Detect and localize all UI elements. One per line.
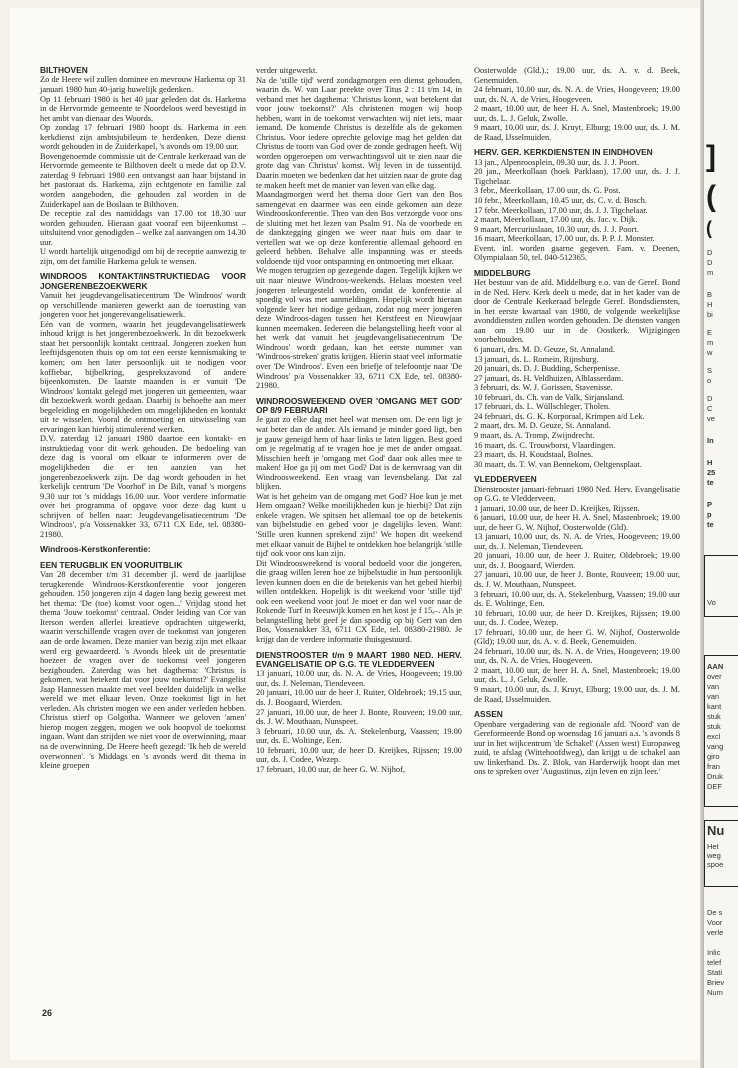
next-page-fragment: Stati — [707, 968, 723, 977]
paragraph: 17 februari, 10.00 uur, de heer G. W. Nijhof, Oosterwolde (Gld); 19.00 uur, ds. A. v. d. Beek, Genemuiden. — [474, 627, 680, 647]
next-page-fragment: weg — [707, 851, 721, 860]
section-heading: WINDROOSWEEKEND OVER 'OMGANG MET GOD' OP 8/9 FEBRUARI — [256, 395, 462, 415]
paragraph: 10 februari, ds. Ch. van de Valk, Sirjansland. — [474, 392, 625, 402]
paragraph: 13 januari, ds. L. Romein, Rijnsburg. — [474, 354, 599, 364]
paragraph: 9 maart, 10.00 uur, ds. J. Kruyt, Elburg; 19.00 uur, ds. J. M. de Raad, IJsselmuiden. — [474, 685, 680, 704]
paragraph: 16 maart, ds. C. Trouwborst, Vlaardingen. — [474, 440, 616, 450]
paragraph: 9 maart, 10.00 uur, ds. J. Kruyt, Elburg; 19.00 uur, ds. J. M. de Raad, IJsselmuiden. — [474, 123, 680, 142]
next-page-fragment: P — [707, 500, 713, 509]
next-page-fragment: DEF — [707, 782, 722, 791]
paragraph: 20 januari, 10.00 uur, de heer J. Ruiter, Oldebroek; 19.00 uur, ds. J. Boogaard, Wierden. — [474, 551, 680, 570]
paragraph: 24 februari, 10.00 uur, ds. N. A. de Vries, Hoogeveen; 19.00 uur, ds. N. A. de Vries, Hoogeveen. — [474, 85, 680, 104]
paragraph: Na de 'stille tijd' werd zondagmorgen een dienst gehouden, waarin ds. W. van Laar preekte over Titus 2 : 11 t/m 14, in verband met het dagthema: 'Christus komt, wat betekent dat voor jouw toekomst?' Als christenen mogen wij hoop hebben, want in de toekomst verwachten wij niet iets, maar iemand. De komende Christus is dezelfde als de gekomen Christus. Voor iedere oprechte gelovige mag het gelden dat Christus de toorn van God over de zonde gedragen heeft. Wij worden opgeroepen om verwachtingsvol uit te zien naar die grote dag van Christus' komst. Wij leven in de tussentijd. Daarin moeten we bedenken dat het uitzien naar de grote dag te maken heeft met de manier van leven van elke dag. — [256, 75, 462, 190]
next-page-fragment: Inlic — [707, 948, 721, 957]
next-page-glyph: ] — [706, 140, 716, 173]
paragraph: 2 maart, 10.00 uur, de heer H. A. Snel, Mastenbroek; 19.00 uur, ds. L. J. Geluk, Zwolle. — [474, 104, 680, 123]
paragraph: De receptie zal des namiddags van 17.00 tot 18.30 uur worden gehouden. Hieraan gaat vooraf een bijeenkomst – uitsluitend voor genodigden – welke zal aanvangen om 14.30 uur. — [40, 209, 246, 247]
next-page-fragment: p — [707, 510, 712, 519]
column-right — [474, 66, 680, 777]
paragraph: 10 februari, 10.00 uur, de heer D. Kreijkes, Rijssen; 19.00 uur, ds. J. Codee, Wezep. — [474, 608, 680, 628]
next-page-fragment: o — [707, 376, 712, 385]
next-page-ad-box — [704, 555, 738, 617]
next-page-fragment: Vo — [707, 598, 716, 607]
next-page-fragment: ve — [707, 414, 715, 423]
next-page-fragment: Druk — [707, 772, 723, 781]
paragraph: 2 maart, 10.00 uur, de heer H. A. Snel, Mastenbroek; 19.00 uur, ds. L. J. Geluk, Zwolle. — [474, 665, 680, 685]
paragraph: 30 maart, ds. T. W. van Bennekom, Oeltgensplaat. — [474, 459, 642, 469]
next-page-glyph: ( — [706, 180, 716, 213]
paragraph: D.V. zaterdag 12 januari 1980 daartoe een kontakt- en instruktiedag voor dit werk gehouden. De bedoeling van deze dag is vooral om elkaar te informeren over de mogelijkheden die er ten aanzien van het jongerenbezoekwerk zijn. De dag wordt gehouden in het kerkelijk centrum 'De Voorhof' in De Bilt, vanaf 's morgens 9.30 uur tot 's middags 16.00 uur. Voor verdere informatie over het programma of opgave voor deze dag kunt u schrijven of bellen naar: Jeugdevangelisatiecentrum 'De Windroos', p/a Vossenakker 33, 6711 CX Ede, tel. 08380-21980. — [40, 434, 246, 539]
next-page-fragment: te — [707, 520, 714, 529]
next-page-fragment: D — [707, 394, 713, 403]
next-page-fragment: B — [707, 290, 713, 299]
paragraph: 3 febr., Meerkollaan, 17.00 uur, ds. G. Post. — [474, 186, 621, 196]
paragraph: 13 jan., Alpenroosplein, 09.30 uur, ds. J. J. Poort. — [474, 157, 640, 167]
next-page-fragment: vang — [707, 742, 724, 751]
paragraph: Openbare vergadering van de regionale afd. 'Noord' van de Gereformeerde Bond op woensdag 16 januari a.s. 's avonds 8 uur in het wijkcentrum 'de Schakel' (Assen west) Europaweg zuid, te afslag (Wittehoofdweg), dan krijgt u de schakel aan uw linkerhand. Ds. Z. Blok, van Harderwijk hoopt dan met ons te spreken over 'Augustinus, zijn leven en zijn leer.' — [474, 719, 680, 777]
next-page-glyph: ( — [706, 218, 712, 238]
paragraph: Oosterwolde (Gld.).; 19.00 uur, ds. A. v. d. Beek, Genemuiden. — [474, 66, 680, 85]
paragraph: U wordt hartelijk uitgenodigd om bij de receptie aanwezig te zijn, om det familie Harkema geluk te wensen. — [40, 247, 246, 266]
next-page-fragment: H — [707, 300, 713, 309]
paragraph: 23 maart, ds. H. Koudstaal, Bolnes. — [474, 450, 594, 460]
next-page-fragment: AAN — [707, 662, 724, 671]
paragraph: 24 februari, ds. G. K. Korporaal, Krimpen a/d Lek. — [474, 411, 645, 421]
paragraph: 3 februari, 10.00 uur, ds. A. Stekelenburg, Vaassen; 19.00 uur ds. E. Woltinge, Een. — [474, 589, 680, 609]
next-page-fragment: Nu — [707, 823, 725, 838]
next-page-fragment: excl — [707, 732, 721, 741]
paragraph: Dit Windroosweekend is vooral bedoeld voor die jongeren, die graag willen leren hoe ze bijbelstudie in hun persoonlijk leven kunnen doen en die de betekenis van het gebed hierbij willen ontdekken. Hopelijk is dit weekend voor 'stille tijd' ook een weekend voor jou! Je moet er dan wel voor naar de Rokende Turf in Reeuwijk komen en het kost je f 15,–. Als je belangstelling hebt geef je dan spoedig op bij Gert van den Bos, Vossenakker 33, 6711 CX Ede, tel. 08380-21980. Je krijgt dan de verdere informatie thuisgestuurd. — [256, 558, 462, 644]
paragraph: Maandagmorgen werd het thema door Gert van den Bos samengevat en daarmee was een einde gekomen aan deze Windrooskonferentie. Theo van den Bos verzorgde voor ons de sluiting met het lezen van Psalm 91. Na de voorbede en de dankzegging gingen we weer naar huis om daar te vertellen wat we op deze konferentie allemaal gehoord en geleerd hebben. Behalve alle inspanning was er steeds voldoende tijd voor ontspanning en ontmoeting met elkaar. — [256, 190, 462, 266]
paragraph: 27 januari, ds. H. Veldhuizen, Alblasserdam. — [474, 373, 624, 383]
paragraph: Bovengenoemde commissie uit de Centrale kerkeraad van de Hervormde gemeente te Bilthoven deelt u mede dat op D.V. zaterdag 9 februari 1980 een ontvangst aan haar bijstand in het pastoraat ds. Harkema, zijn echtgenote en familie zal worden aangeboden, die gehouden zal worden in de Zuiderkapel aan de Boslaan te Bilthoven. — [40, 151, 246, 209]
next-page-fragment: giro — [707, 752, 720, 761]
paragraph: verder uitgewerkt. — [256, 66, 318, 75]
paragraph: 27 januari, 10.00 uur, de heer J. Bonte, Rouveen; 19.00 uur, ds. J. W. Mouthaan, Nunspeet. — [474, 570, 680, 590]
next-page-fragment: van — [707, 682, 720, 691]
paragraph: 6 januari, drs. M. D. Geuze, St. Annaland. — [474, 345, 615, 355]
paragraph: Het bestuur van de afd. Middelburg e.o. van de Geref. Bond in de Ned. Herv. Kerk deelt u mede, dat in het kader van de door de Centrale Kerkeraad belegde Geref. Bondsdiensten, in het eerste kwartaal van 1980, de volgende weekelijkse avonddiensten zullen worden gehouden. De diensten vangen aan om 19.00 uur in de Oostkerk. Wijzigingen voorbehouden. — [474, 278, 680, 345]
next-page-fragment: S — [707, 366, 713, 375]
next-page-fragment: verle — [707, 928, 724, 937]
paragraph: We mogen terugzien op gezegende dagen. Tegelijk kijken we uit naar nieuwe Windroos-weekends. Helaas moesten veel jongeren teleurgesteld worden, omdat de konferentie al spoedig vol was met aanmeldingen. Hopelijk wordt hieraan volgende keer het nodige gedaan, zodat nog meer jongeren deze Windroos-dagen tussen het Kerstfeest en Nieuwjaar kunnen meemaken. Iedereen die belangstelling heeft voor al het werk dat vanuit het jeugdevangelisatiecentrum 'De Windroos' wordt gedaan, kan het eerste nummer van 'Windroos-streken' gratis krijgen. Hierin staat veel informatie over 'De Windroos'. Even een briefje of telefoontje naar 'De Windroos' p/a Vossenakker 33, 6711 CX Ede, tel. 08380-21980. — [256, 266, 462, 391]
next-page-fragment: w — [707, 348, 713, 357]
paragraph: 27 januari, 10.00 uur, de heer J. Bonte, Rouveen; 19.00 uur, ds. J. W. Mouthaan, Nunspeet. — [256, 707, 462, 727]
paragraph: 2 maart, drs. M. D. Geuze, St. Annaland. — [474, 421, 611, 431]
paragraph: 10 februari, 10.00 uur, de heer D. Kreijkes, Rijssen; 19.00 uur, ds. J. Codee, Wezep. — [256, 745, 462, 765]
next-page-fragment: Briev — [707, 978, 725, 987]
paragraph: 10 febr., Meerkollaan, 10.45 uur, ds. C. v. d. Bosch. — [474, 195, 647, 205]
section-heading: HERV. GER. KERKDIENSTEN IN EINDHOVEN — [474, 147, 653, 158]
next-page-fragment: De s — [707, 908, 723, 917]
next-page-fragment: fran — [707, 762, 720, 771]
section-heading: BILTHOVEN — [40, 65, 88, 75]
paragraph: 17 febr. Meerkollaan, 17.00 uur, ds. J. J. Tigchelaar. — [474, 205, 648, 215]
next-page-fragment: Voor — [707, 918, 723, 927]
next-page-strip — [704, 0, 738, 1068]
next-page-fragment: D — [707, 258, 713, 267]
section-heading: Windroos-Kerstkonferentie: — [40, 544, 151, 555]
next-page-fragment: telef — [707, 958, 722, 967]
paragraph: 24 februari, 10.00 uur, ds. N. A. de Vries, Hoogeveen; 19.00 uur, ds. N. A. de Vries, Hoogeveen. — [474, 646, 680, 666]
paragraph: 17 februari, ds. L. Wüllschleger, Tholen. — [474, 402, 611, 412]
next-page-fragment: Het — [707, 842, 719, 851]
paragraph: 9 maart, ds. A. Tromp, Zwijndrecht. — [474, 430, 595, 440]
next-page-fragment: van — [707, 692, 720, 701]
next-page-fragment: spoe — [707, 860, 724, 869]
paragraph: 3 februari, 10.00 uur, ds. A. Stekelenburg, Vaassen; 19.00 uur, ds. E. Woltinge, Een. — [256, 726, 462, 746]
paragraph: Zo de Heere wil zullen dominee en mevrouw Harkema op 31 januari 1980 hun 40-jarig huwelijk gedenken. — [40, 75, 246, 94]
paragraph: 17 februari, 10.00 uur, de heer G. W. Nijhof, — [256, 764, 405, 774]
paragraph: 3 februari, ds. W. J. Gorissen, Stavenisse. — [474, 383, 613, 393]
next-page-fragment: 25 — [707, 468, 716, 477]
paragraph: Van 28 december t/m 31 december jl. werd de jaarlijkse terugkerende Windroos-Kerstkonferentie voor jongeren gehouden. 150 jongeren zijn 4 dagen lang bezig geweest met het thema: 'De (toe) komst voor ogen...' Vrijdag stond het thema 'Jouw toekomst' centraal. Onder leiding van Cor van Iterson werden allerlei kreatieve opdrachten uitgewerkt, waarin verschillende vragen over de toekomst van jongeren aan de orde kwamen. Deze manier van bezig zijn met elkaar werd erg gewaardeerd. 's Avonds bleek uit de presentatie hoezeer de vragen over de toekomst veel jongeren bezighouden. Zaterdag was het dagthema: 'Christus is gekomen, wat betekent dat voor jouw toekomst?' Evangelist Jaap Hannessen maakte met veel beelden duidelijk in welke wereld we met elkaar leven. Onze toekomst ligt in het verleden. Als christen mogen we een ander verleden hebben. Christus stierf op Golgotha. Wanneer we geloven 'amen' hierop mogen zeggen, mogen we ook hoopvol de toekomst ingaan. Want dan strijden we niet voor de overwinning, maar na de overwinning. De Heere heeft gezegd: 'Ik heb de wereld overwonnen'. 's Middags en 's avonds werd dit thema in kleine groepen — [40, 570, 246, 771]
next-page-fragment: m — [707, 338, 714, 347]
paragraph: 20 januari, 10.00 uur de heer J. Ruiter, Oldebroek; 19.15 uur, ds. J. Boogaard, Wierden. — [256, 688, 462, 707]
paragraph: 1 januari, 10.00 uur, de heer D. Kreijkes, Rijssen. — [474, 503, 640, 513]
next-page-fragment: Num — [707, 988, 723, 997]
paragraph: Eén van de vormen, waarin het jeugdevangelisatiewerk inhoud krijgt is het jongerenbezoekwerk. In dit bezoekwerk staat het persoonlijk kontakt centraal. Jongeren zoeken hun leeftijdsgenoten thuis op om tot een eerste kennismaking te komen; om hen later persoonlijk uit te nodigen voor koffiebar, bijbelkring, gesprekszavond of andere bijeenkomsten. De laatste maanden is er vanuit 'De Windroos' kontakt gelegd met jongeren uit gemeenten, waar dit bezoekwerk wordt gedaan. Daarbij is behoefte aan meer begeleiding en mogelijkheden om mogelijkheden en kontakt uit te wisselen. Vooral de ontmoeting en uitwisseling van ervaringen kan hierbij stimulerend werken. — [40, 319, 246, 434]
paragraph: 6 januari, 10.00 uur, de heer H. A. Snel, Mastenbroek; 19.00 uur, de heer G. W. Nijhof, Oosterwolde (Gld). — [474, 513, 680, 532]
paragraph: Event. inl. worden gaarne gegeven. Fam. v. Deenen, Olympialaan 50, tel. 040-512365. — [474, 243, 680, 263]
paragraph: Op zondag 17 februari 1980 hoopt ds. Harkema in een kerkdienst zijn ambtsjubileum te herdenken. Deze dienst wordt gehouden in de Zuiderkapel, 's avonds om 19.00 uur. — [40, 123, 246, 152]
next-page-fragment: In — [707, 436, 714, 445]
section-heading: WINDROOS KONTAKT/INSTRUKTIEDAG VOOR JONGERENBEZOEKWERK — [40, 271, 246, 291]
section-heading: EEN TERUGBLIK EN VOORUITBLIK — [40, 559, 183, 570]
page-number: 26 — [42, 1008, 53, 1018]
paragraph: Je gaat zo elke dag met heel wat mensen om. De een ligt je wat beter dan de ander. Als iemand je minder goed ligt, ben je gauw geneigd hem of haar links te laten liggen. Best goed om je regelmatig af te vragen hoe je met de ander omgaat. Misschien heeft je 'omgang met God' daar ook alles mee te maken! Hoe ga jij om met God? Dat is de kernvraag van dit Windroosweekend. Een vraag van levensbelang. Dat zal blijken. — [256, 415, 462, 492]
section-heading: VLEDDERVEEN — [474, 474, 537, 485]
paragraph: 2 maart, Meerkollaan, 17.00 uur, ds. Jac. v. Dijk. — [474, 215, 638, 225]
paragraph: Wat is het geheim van de omgang met God? Hoe kun je met Hem omgaan? Welke moeilijkheden kun je hierbij? Dat zijn enkele vragen. We spitsen het allemaal toe op de betekenis van bijbelstudie en gebed voor je dagelijks leven. Want: 'Stille uren kunnen sprekend zijn!' We hopen dit weekend met elkaar vanuit de Bijbel te ontdekken hoe belangrijk 'stille tijd' ook voor ons kan zijn. — [256, 491, 462, 559]
paragraph: Op 11 februari 1980 is het 40 jaar geleden dat ds. Harkema in de Hervormde gemeente te Noordeloos werd bevestigd in het ambt van dienaar des Woords. — [40, 94, 246, 123]
paragraph: Vanuit het jeugdevangelisatiecentrum 'De Windroos' wordt op verschillende manieren gewerkt aan de toerusting van jongeren voor het jongerevangelisatiewerk. — [40, 291, 246, 320]
paragraph: 16 maart, Meerkollaan, 17.00 uur, ds. P. P. J. Monster. — [474, 234, 655, 244]
paragraph: 9 maart, Mercuriuslaan, 10.30 uur, ds. J. J. Poort. — [474, 224, 639, 234]
paragraph: 20 januari, ds. D. J. Budding, Scherpenisse. — [474, 364, 621, 374]
paragraph: 13 januari, 10.00 uur, ds. N. A. de Vries, Hoogeveen; 19.00 uur, ds. J. Neleman, Tiendeveen. — [256, 669, 462, 688]
next-page-fragment: stuk — [707, 722, 721, 731]
section-heading: MIDDELBURG — [474, 267, 531, 278]
column-middle — [256, 66, 462, 774]
next-page-fragment: over — [707, 672, 722, 681]
column-left — [40, 66, 246, 771]
next-page-fragment: kant — [707, 702, 722, 711]
paragraph: Dienstrooster januari-februari 1980 Ned. Herv. Evangelisatie op G.G. te Vledderveen. — [474, 484, 680, 504]
section-heading: ASSEN — [474, 709, 503, 720]
next-page-fragment: H — [707, 458, 713, 467]
next-page-fragment: stuk — [707, 712, 721, 721]
section-heading: DIENSTROOSTER t/m 9 MAART 1980 NED. HERV. EVANGELISATIE OP G.G. TE VLEDDERVEEN — [256, 649, 462, 669]
next-page-fragment: E — [707, 328, 713, 337]
next-page-fragment: te — [707, 478, 714, 487]
next-page-fragment: C — [707, 404, 713, 413]
paragraph: 13 januari, 10.00 uur, ds. N. A. de Vries, Hoogeveen; 19.00 uur, ds. J. Neleman, Tiendeveen. — [474, 532, 680, 551]
next-page-fragment: D — [707, 248, 713, 257]
next-page-fragment: m — [707, 268, 714, 277]
paragraph: 20 jan., Meerkollaan (hoek Parklaan), 17.00 uur, ds. J. J. Tigchelaar. — [474, 167, 680, 186]
next-page-fragment: bi — [707, 310, 713, 319]
